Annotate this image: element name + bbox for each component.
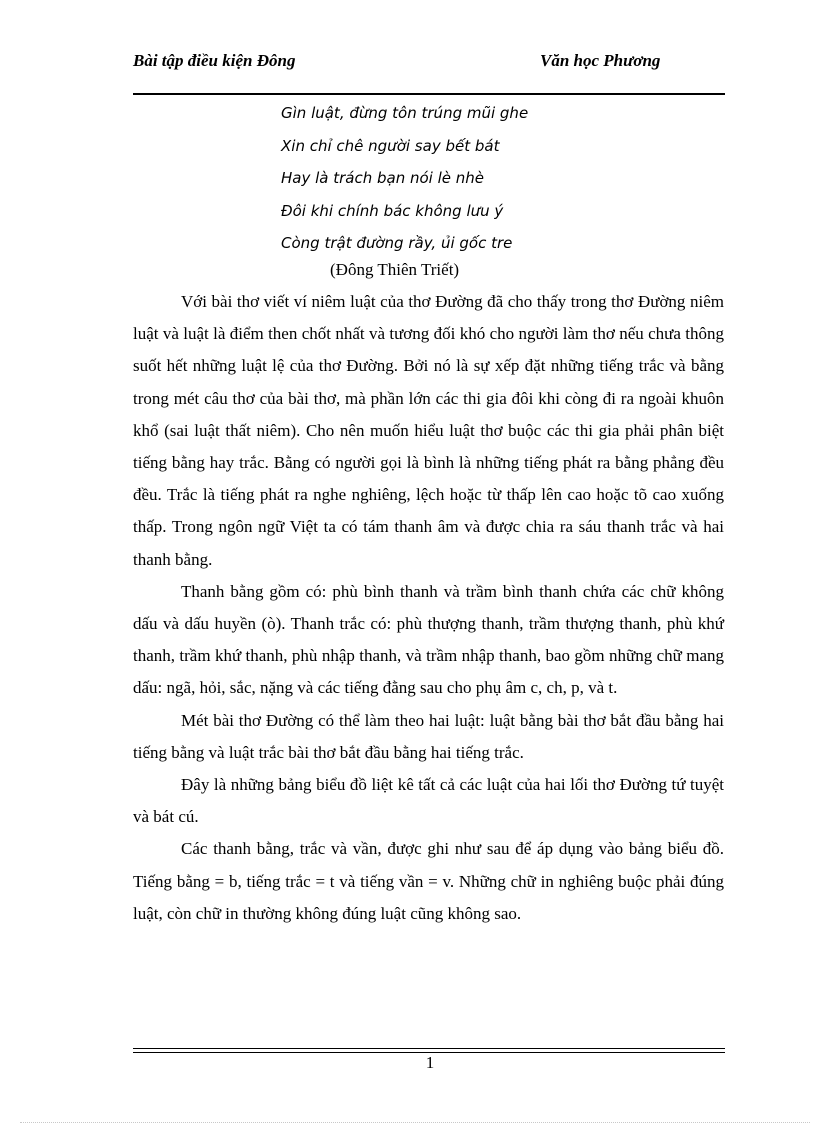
page-number: 1 [425,1053,435,1072]
paragraph: Các thanh bằng, trắc và vần, được ghi như sau để áp dụng vào bảng biểu đồ. Tiếng bằng = b, tiếng trắc = t và tiếng vần = v. Những chữ in nghiêng buộc phải đúng luật, còn chữ in thường không đúng luật cũng không sao. [133,839,724,923]
paragraph: Đây là những bảng biểu đồ liệt kê tất cả các luật của hai lối thơ Đường tứ tuyệt và bát cú. [133,775,724,827]
header-divider [133,93,725,95]
poem-block [281,97,581,260]
poem-line: Gìn luật, đừng tôn trúng mũi ghe [281,104,529,122]
paragraph: Với bài thơ viết ví niêm luật của thơ Đường đã cho thấy trong thơ Đường niêm luật và luật là điểm then chốt nhất và tương đối khó cho người làm thơ nếu chưa thông suốt hết những luật lệ của thơ Đường. Bởi nó là sự xếp đặt những tiếng trắc và bằng trong mét câu thơ của bài thơ, mà phần lớn các thi gia đôi khi còng đi ra ngoài khuôn khổ (sai luật thất niêm). Cho nên muốn hiểu luật thơ buộc các thi gia phải phân biệt tiếng bằng hay trắc. Bằng có người gọi là bình là những tiếng phát ra bằng phẳng đều đều. Trắc là tiếng phát ra nghe nghiêng, lệch hoặc từ thấp lên cao hoặc tõ cao xuống thấp. Trong ngôn ngữ Việt ta có tám thanh âm và được chia ra sáu thanh trắc và hai thanh bằng. [133,292,724,569]
header-right-title: Văn học Phương [540,51,661,70]
poem-line: Còng trật đường rầy, ủi gốc tre [281,234,513,252]
poem-line: Hay là trách bạn nói lè nhè [281,169,485,187]
body-text [133,286,724,930]
poem-line: Xin chỉ chê người say bết bát [281,136,500,155]
poem-line: Đôi khi chính bác không lưu ý [281,201,504,220]
paragraph: Mét bài thơ Đường có thể làm theo hai luật: luật bằng bài thơ bắt đầu bằng hai tiếng bằng và luật trắc bài thơ bắt đầu bằng hai tiếng trắc. [133,710,724,762]
header-left-title: Bài tập điều kiện Đông [133,51,296,70]
footer-divider [133,1048,725,1049]
paragraph: Thanh bằng gồm có: phù bình thanh và trầm bình thanh chứa các chữ không dấu và dấu huyền (ò). Thanh trắc có: phù thượng thanh, trầm thượng thanh, phù khứ thanh, trầm khứ thanh, phù nhập thanh, và trầm nhập thanh, bao gồm những chữ mang dấu: ngã, hỏi, sắc, nặng và các tiếng đằng sau cho phụ âm c, ch, p, và t. [133,581,724,698]
poem-attribution: (Đông Thiên Triết) [330,260,460,279]
